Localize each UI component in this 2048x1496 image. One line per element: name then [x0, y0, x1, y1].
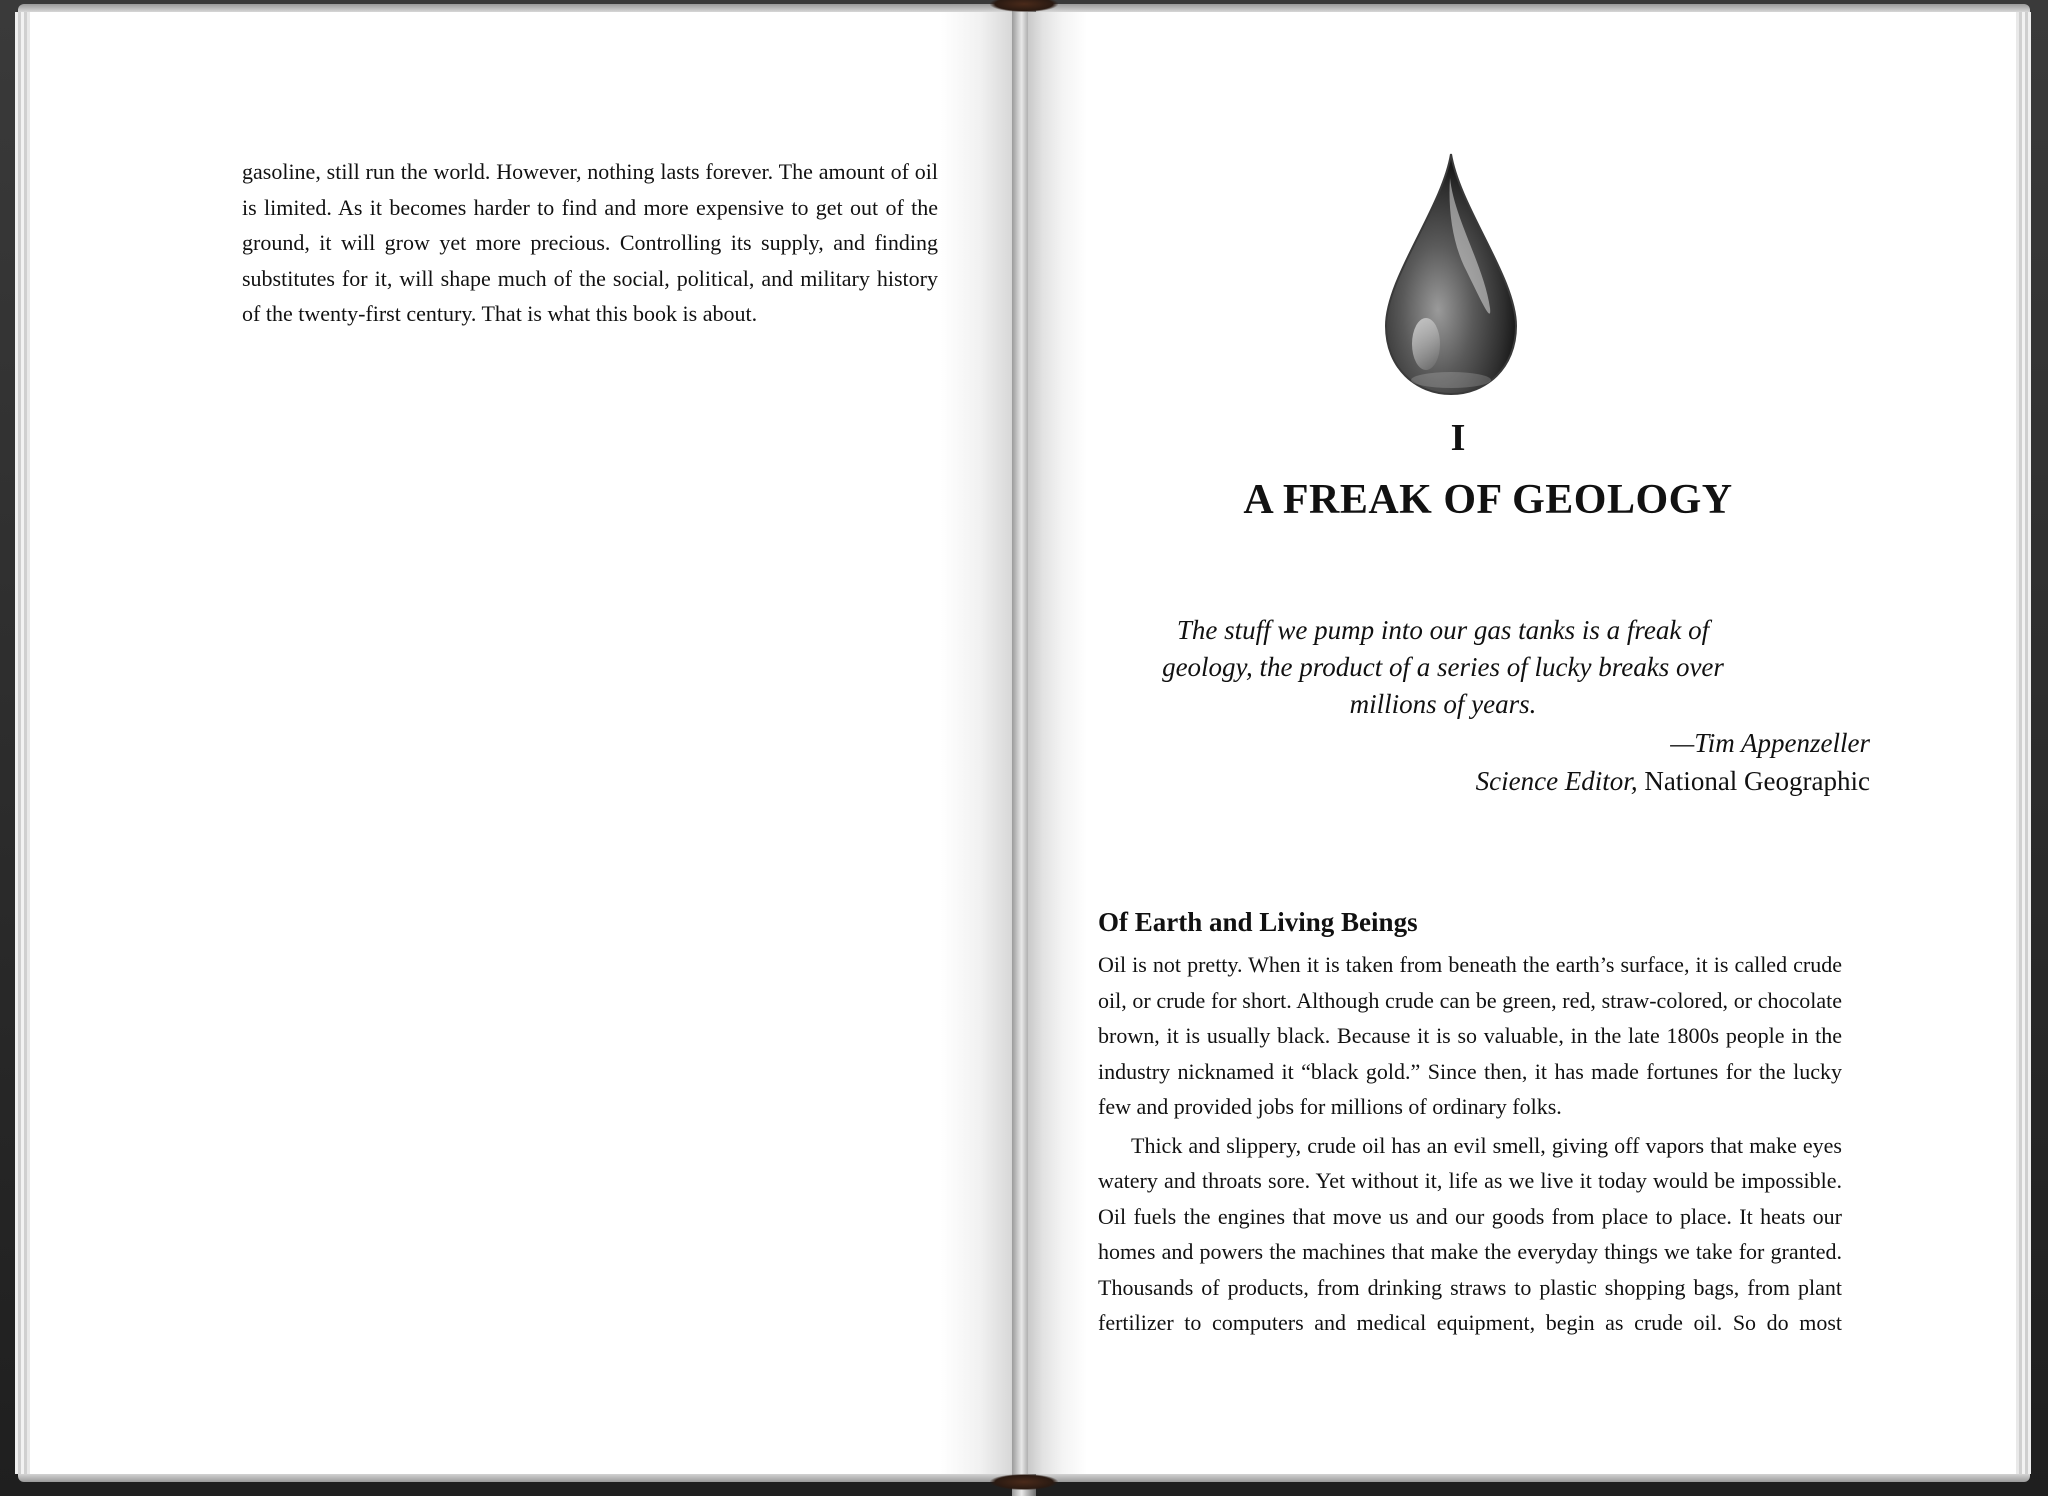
left-page[interactable] — [30, 12, 1020, 1474]
body-paragraph: Thick and slippery, crude oil has an evil smell, giving off vapors that make eyes watery and throats sore. Yet without it, life as we live it today would be impossible. Oil fuels the engines that move us and our goods from place to place. It heats our homes and powers the machines that make the everyday things we take for granted. Thousands of products, from drinking straws to plastic shopping bags, from plant fertilizer to computers and medical equipment, begin as crude oil. So do most — [1098, 1132, 1842, 1335]
chapter-title: A FREAK OF GEOLOGY — [1243, 477, 1733, 523]
epigraph-attribution — [1310, 724, 1870, 800]
chapter-number: I — [1450, 417, 1466, 459]
right-page-body — [1098, 947, 1842, 1341]
oil-drop-icon — [1380, 148, 1522, 400]
epigraph-role: Science Editor, — [1475, 766, 1638, 796]
body-paragraph: Oil is not pretty. When it is taken from beneath the earth’s surface, it is called crude oil, or crude for short. Although crude can be green, red, straw-colored, or chocolate brown, it is usually black. Because it is so valuable, in the late 1800s people in the industry nicknamed it “black gold.” Since then, it has made fortunes for the lucky few and provided jobs for millions of ordinary folks. — [1098, 952, 1842, 1119]
epigraph-author: —Tim Appenzeller — [1670, 728, 1870, 758]
spine-bottom-cap — [990, 1474, 1058, 1490]
epigraph-publication: National Geographic — [1644, 766, 1870, 796]
epigraph-source — [1310, 762, 1870, 800]
epigraph-quote: The stuff we pump into our gas tanks is a freak of geology, the product of a series of lucky breaks over millions of years. — [1162, 615, 1724, 719]
section-heading: Of Earth and Living Beings — [1098, 907, 1418, 937]
left-page-paragraph: gasoline, still run the world. However, nothing lasts forever. The amount of oil is limited. As it becomes harder to find and more expensive to get out of the ground, it will grow yet more precious. Controlling its supply, and finding substitutes for it, will shape much of the social, political, and military history of the twenty-first century. That is what this book is about. — [242, 159, 938, 326]
right-page[interactable] — [1028, 12, 2016, 1474]
spine-top-cap — [990, 0, 1058, 12]
